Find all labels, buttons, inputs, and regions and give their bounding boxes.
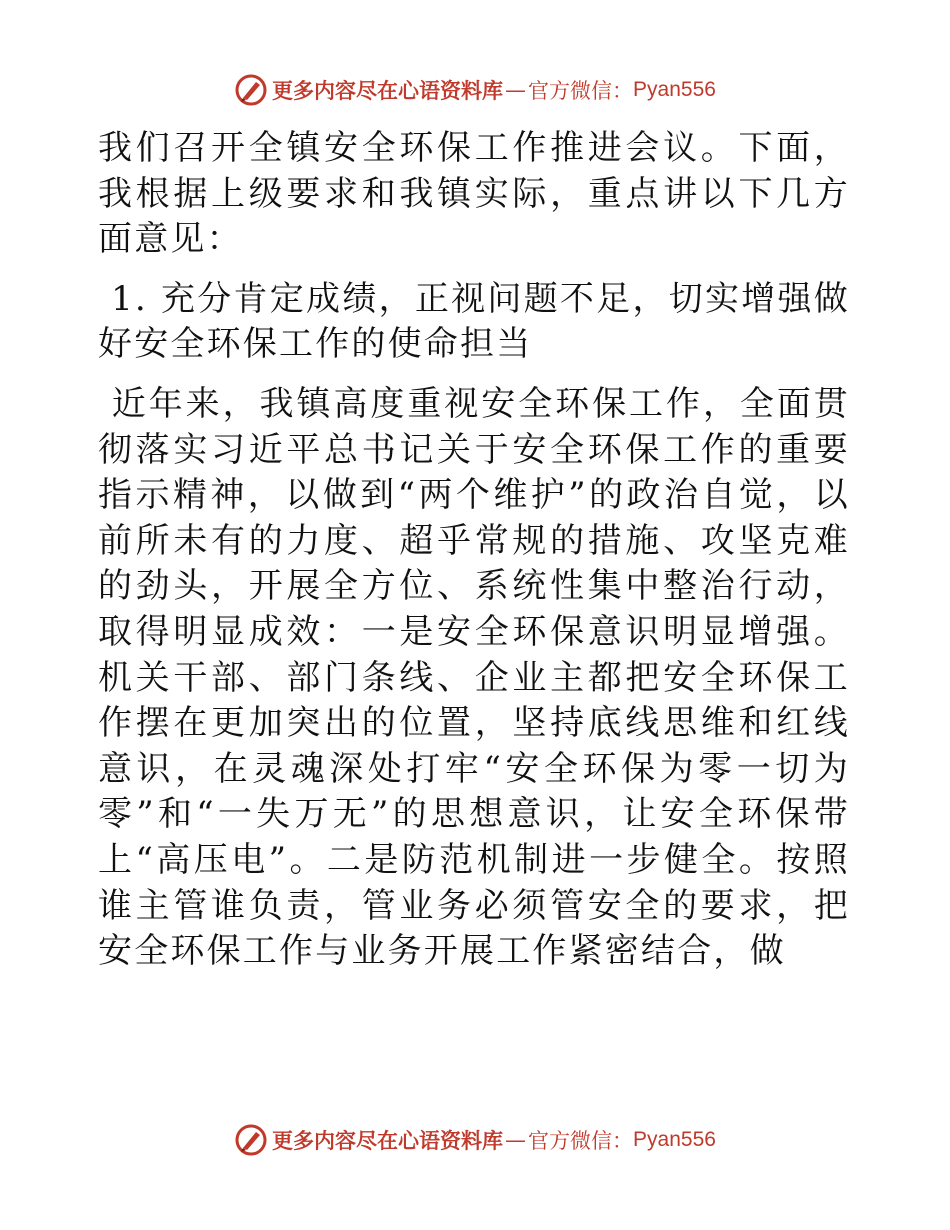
watermark-separator: — bbox=[505, 78, 527, 102]
pen-logo-icon bbox=[234, 1123, 268, 1157]
footer-watermark bbox=[0, 1120, 950, 1160]
watermark-wechat-id: Pyan556 bbox=[633, 78, 716, 101]
header-watermark bbox=[0, 70, 950, 110]
intro-paragraph: 我们召开全镇安全环保工作推进会议。下面，我根据上级要求和我镇实际，重点讲以下几方面意见： bbox=[98, 128, 850, 260]
watermark-official-label: 官方微信： bbox=[528, 1129, 634, 1153]
watermark-official-label: 官方微信： bbox=[528, 79, 634, 103]
section-heading: 1. 充分肯定成绩，正视问题不足，切实增强做好安全环保工作的使命担当 bbox=[98, 278, 850, 365]
watermark-text: 更多内容尽在心语资料库 bbox=[272, 79, 504, 103]
document-body bbox=[98, 126, 850, 975]
body-paragraph: 近年来，我镇高度重视安全环保工作，全面贯彻落实习近平总书记关于安全环保工作的重要指示精神，以做到“两个维护”的政治自觉，以前所未有的力度、超乎常规的措施、攻坚克难的劲头，开展全方位、系统性集中整治行动，取得明显成效：一是安全环保意识明显增强。机关干部、部门条线、企业主都把安全环保工作摆在更加突出的位置，坚持底线思维和红线意识，在灵魂深处打牢“安全环保为零一切为零”和“一失万无”的思想意识，让安全环保带上“高压电”。二是防范机制进一步健全。按照谁主管谁负责，管业务必须管安全的要求，把安全环保工作与业务开展工作紧密结合，做 bbox=[98, 383, 850, 972]
watermark-separator: — bbox=[505, 1128, 527, 1152]
watermark-text: 更多内容尽在心语资料库 bbox=[272, 1129, 504, 1153]
pen-logo-icon bbox=[234, 73, 268, 107]
watermark-wechat-id: Pyan556 bbox=[633, 1128, 716, 1151]
